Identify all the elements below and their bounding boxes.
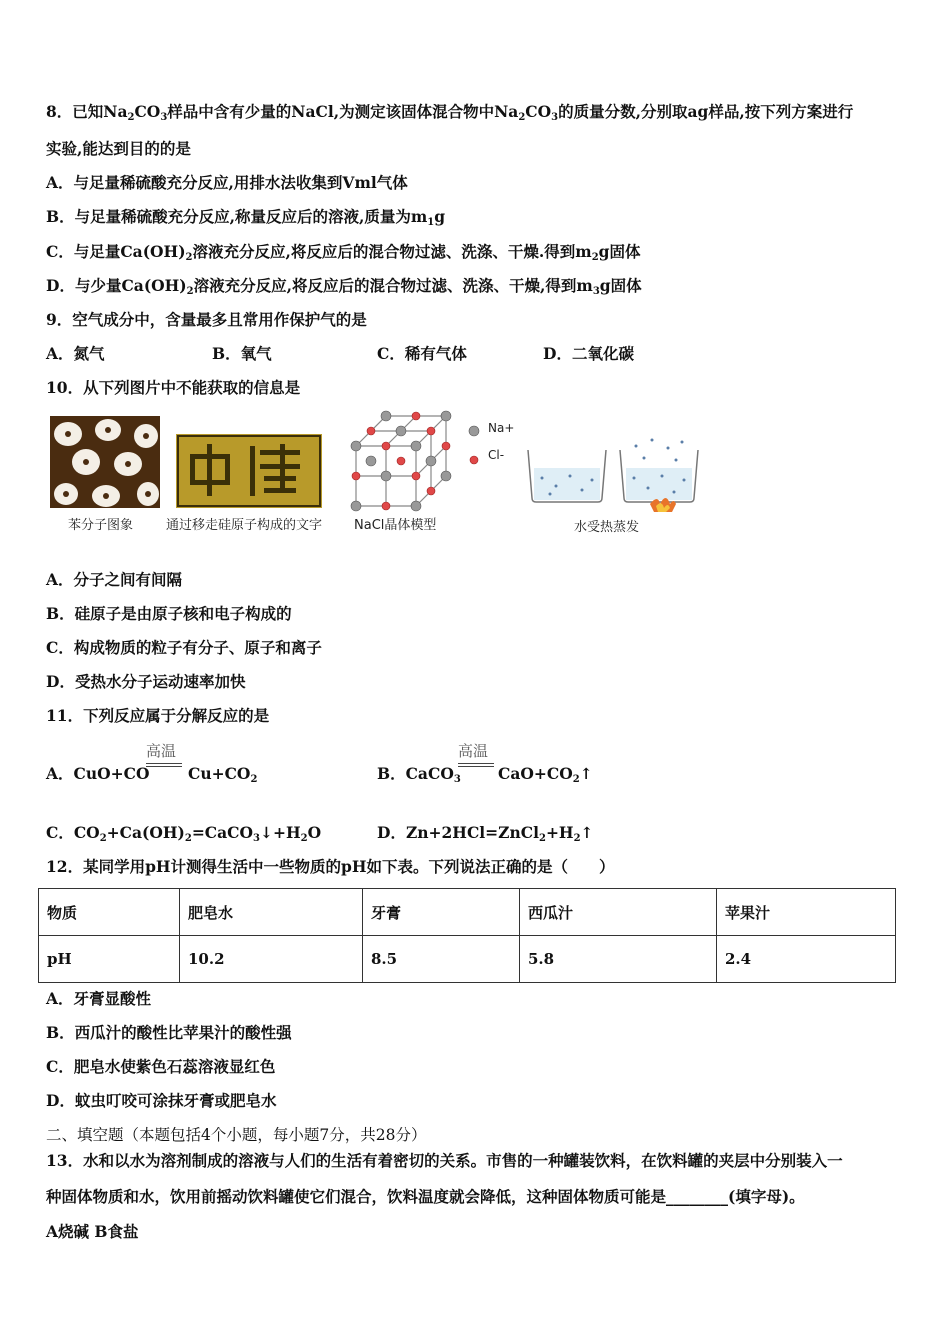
q12-stem: 12．某同学用pH计测得生活中一些物质的pH如下表。下列说法正确的是（ ）: [46, 857, 615, 876]
table-cell: 5.8: [520, 936, 717, 983]
q8-stem: 8．已知$Na_2CO_3$样品中含有少量的NaCl,为测定该固体混合物中$Na_2CO_3$的质量分数,分别取ag样品,按下列方案进行: [46, 102, 854, 123]
q8-option-b: B．与足量稀硫酸充分反应,称量反应后的溶液,质量为$m_1g$: [46, 207, 446, 228]
q13-line-2: 种固体物质和水，饮用前摇动饮料罐使它们混合，饮料温度就会降低，这种固体物质可能是________(填字母)。: [46, 1187, 805, 1206]
table-cell: 西瓜汁: [520, 889, 717, 936]
q10-stem: 10．从下列图片中不能获取的信息是: [46, 378, 301, 397]
q11-option-c: C．$CO_2+Ca(OH)_2=CaCO_3↓+H_2O$: [46, 823, 322, 844]
q9-option-a: A．氮气: [46, 344, 105, 363]
q9-option-b: B．氧气: [212, 344, 272, 363]
q11-option-b-left: B．CaCO$_3$: [377, 764, 461, 785]
table-cell: 8.5: [363, 936, 520, 983]
caption-nacl: NaCl晶体模型: [354, 518, 437, 533]
q8-stem-cont: 实验,能达到目的的是: [46, 139, 191, 158]
q8-option-a: A．与足量稀硫酸充分反应,用排水法收集到Vml气体: [46, 173, 408, 192]
silicon-text-image: [176, 434, 322, 508]
na-legend-dot: [468, 422, 480, 434]
table-row: [39, 936, 896, 983]
q11-option-d: D．$Zn+2HCl=ZnCl_2+H_2↑$: [377, 823, 594, 844]
q11-a-equals: [146, 763, 182, 767]
na-legend-label: Na+: [488, 421, 515, 435]
q11-option-a-left: A．CuO+CO: [46, 764, 150, 783]
q10-option-c: C．构成物质的粒子有分子、原子和离子: [46, 638, 322, 657]
q11-b-equals: [458, 763, 494, 767]
caption-silicon: 通过移走硅原子构成的文字: [166, 518, 323, 533]
q13-line-3: A烧碱 B食盐: [46, 1222, 139, 1241]
cl-legend-label: Cl-: [488, 448, 505, 462]
q9-stem: 9．空气成分中，含量最多且常用作保护气的是: [46, 310, 367, 329]
table-cell: pH: [39, 936, 180, 983]
q8-option-d: D．与少量$Ca(OH)_2$溶液充分反应,将反应后的混合物过滤、洗涤、干燥,得到$m_3g$固体: [46, 276, 642, 297]
nacl-crystal-image: [346, 406, 466, 516]
q11-a-condition: 高温: [146, 742, 177, 760]
q10-option-a: A．分子之间有间隔: [46, 570, 183, 589]
cl-legend-dot: [469, 450, 479, 460]
table-cell: 2.4: [717, 936, 896, 983]
q13-line-1: 13．水和以水为溶剂制成的溶液与人们的生活有着密切的关系。市售的一种罐装饮料，在饮料罐的夹层中分别装入一: [46, 1151, 843, 1170]
table-cell: 物质: [39, 889, 180, 936]
q10-option-d: D．受热水分子运动速率加快: [46, 672, 246, 691]
table-cell: 肥皂水: [180, 889, 363, 936]
q11-b-condition: 高温: [458, 742, 489, 760]
q12-option-b: B．西瓜汁的酸性比苹果汁的酸性强: [46, 1023, 292, 1042]
caption-water: 水受热蒸发: [574, 520, 640, 535]
table-cell: 苹果汁: [717, 889, 896, 936]
water-evaporation-image: [522, 434, 706, 514]
q10-option-b: B．硅原子是由原子核和电子构成的: [46, 604, 292, 623]
q11-stem: 11．下列反应属于分解反应的是: [46, 706, 270, 725]
table-cell: 牙膏: [363, 889, 520, 936]
table-row: [39, 889, 896, 936]
benzene-image: [50, 416, 160, 508]
q12-option-c: C．肥皂水使紫色石蕊溶液显红色: [46, 1057, 276, 1076]
table-cell: 10.2: [180, 936, 363, 983]
q9-option-d: D．二氧化碳: [543, 344, 634, 363]
q12-option-a: A．牙膏显酸性: [46, 989, 152, 1008]
q11-option-b-right: $CaO+CO_2↑$: [498, 764, 593, 785]
section-heading: 二、填空题（本题包括4个小题，每小题7分，共28分）: [46, 1126, 427, 1144]
q11-option-a-right: $Cu+CO_2$: [188, 764, 258, 785]
caption-benzene: 苯分子图象: [68, 518, 134, 533]
q8-option-c: C．与足量$Ca(OH)_2$溶液充分反应,将反应后的混合物过滤、洗涤、干燥.得到$m_2g$固体: [46, 242, 641, 263]
q12-option-d: D．蚊虫叮咬可涂抹牙膏或肥皂水: [46, 1091, 277, 1110]
q9-option-c: C．稀有气体: [377, 344, 467, 363]
ph-table: [38, 888, 896, 983]
